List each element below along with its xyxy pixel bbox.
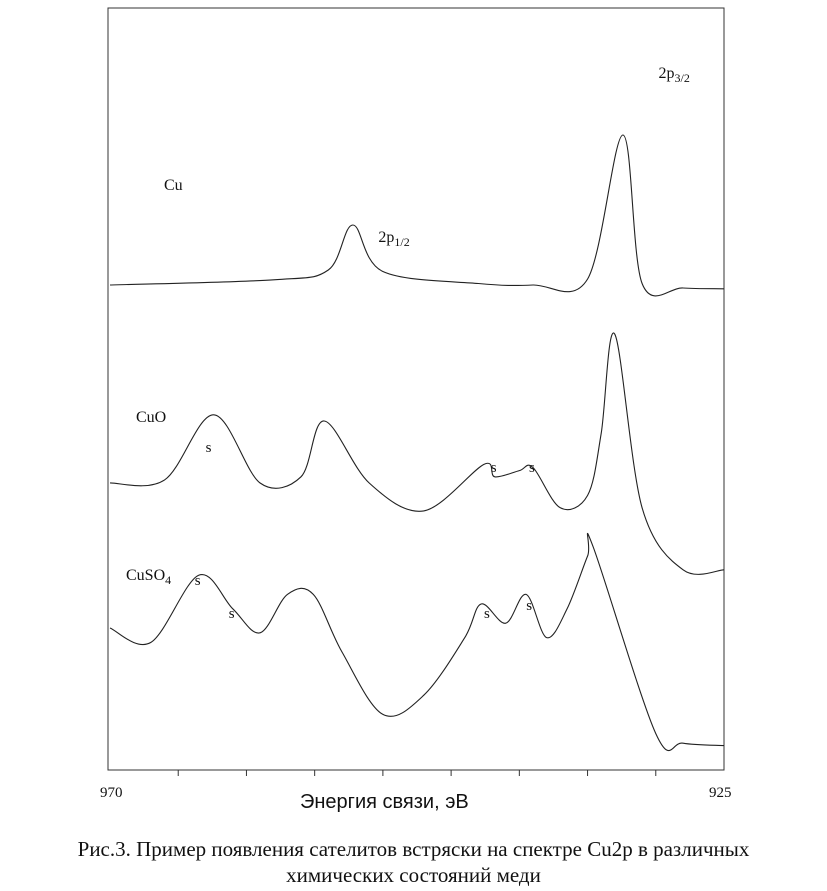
spectrum-traces [110, 135, 724, 751]
x-axis-ticks [178, 770, 656, 776]
figure-caption-line-2: химических состояний меди [286, 863, 541, 887]
plot-frame [108, 8, 724, 770]
x-axis-label: Энергия связи, эВ [300, 791, 469, 813]
satellite-label: s [483, 606, 490, 622]
x-tick-label-left: 970 [100, 785, 123, 801]
peak-label: $2p_{1/2}$ [378, 229, 410, 249]
series-name-cuso: CuSO$_4$ [126, 567, 172, 587]
spectrum-labels [126, 65, 690, 622]
satellite-label: s [490, 460, 497, 476]
satellite-label: s [194, 573, 201, 589]
series-line-cu [110, 135, 724, 296]
series-name-cuo: CuO [136, 409, 167, 426]
series-line-cuo [110, 333, 724, 574]
series-name-cu: Cu [164, 177, 183, 194]
x-tick-label-right: 925 [709, 785, 732, 801]
satellite-label: s [228, 606, 235, 622]
satellite-label: s [526, 598, 533, 614]
series-line-cuso [110, 533, 724, 750]
satellite-label: s [205, 440, 212, 456]
satellite-label: s [528, 460, 535, 476]
figure-caption-line-1: Рис.3. Пример появления сателитов встряски на спектре Cu2p в различных [77, 837, 750, 861]
peak-label: $2p_{3/2}$ [658, 65, 690, 85]
